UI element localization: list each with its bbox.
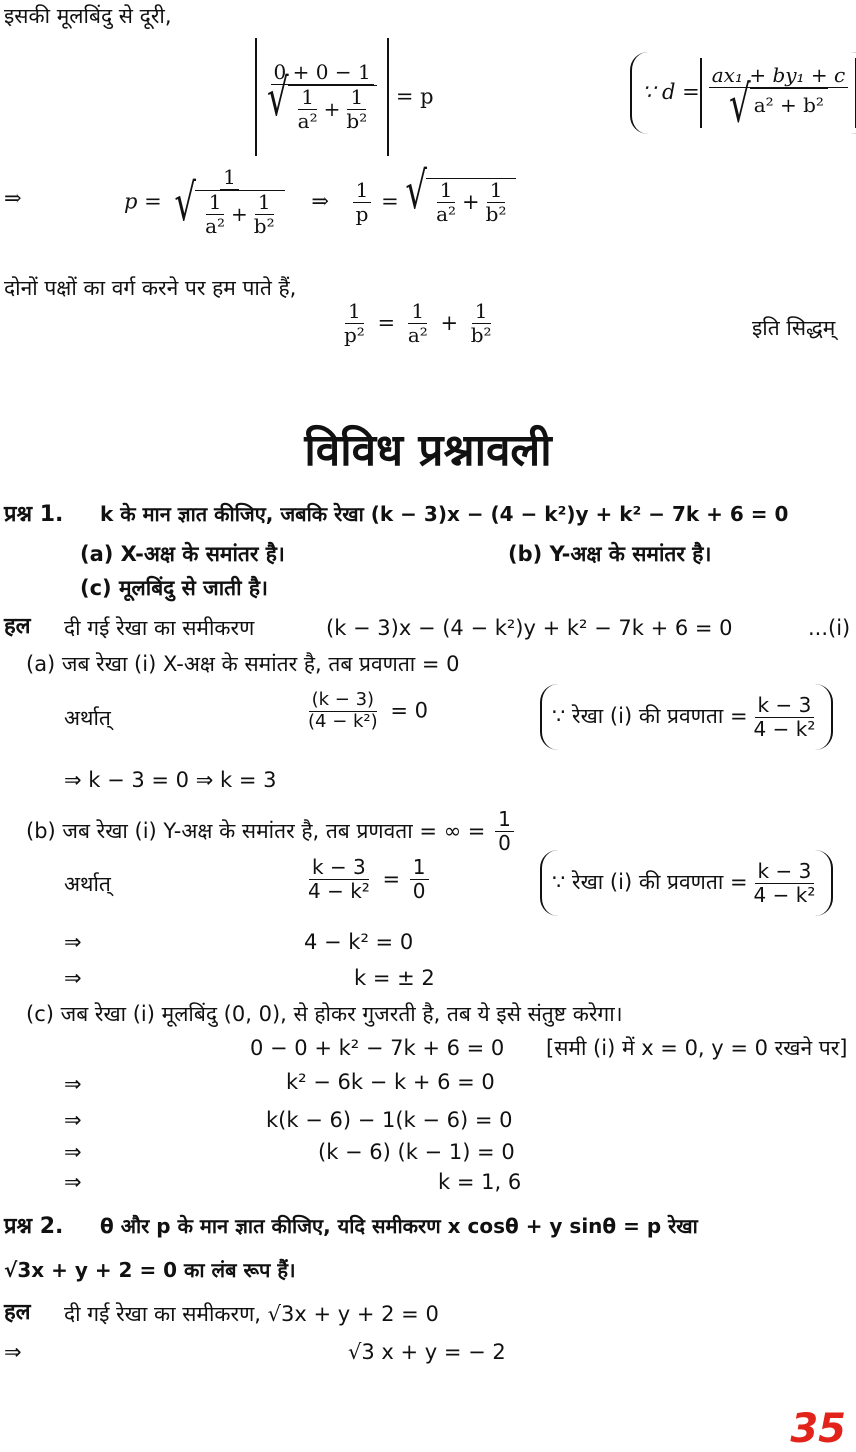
sol1-c-arrow1: ⇒ [64,1072,82,1096]
q1-option-a: (a) X-अक्ष के समांतर है। [80,542,285,566]
sol1-equation: (k − 3)x − (4 − k²)y + k² − 7k + 6 = 0 [326,616,733,640]
intro-text: इसकी मूलबिंदु से दूरी, [4,4,172,28]
q1-label: प्रश्न 1. [4,502,64,527]
eq2-arrow: ⇒ [4,186,22,210]
p-equation: p = 1 √ $\frac{1}{\text{a²}}$ + $\frac{1}{\text{b²}}$ ⇒ $\frac{1}{p}$ = √ $\frac{1}{\text{a²}}$ + $\frac{1}{\text{b²}}$ [124,166,516,238]
sol1-c-line: (c) जब रेखा (i) मूलबिंदु (0, 0), से होकर गुजरती है, तब ये इसे संतुष्ट करेगा। [26,1002,623,1026]
sol1-a-result: ⇒ k − 3 = 0 ⇒ k = 3 [64,768,277,792]
sol1-c-eq2: k² − 6k − k + 6 = 0 [286,1070,495,1094]
q2-text-line2: √3x + y + 2 = 0 का लंब रूप हैं। [4,1258,296,1282]
arthat-a: अर्थात् [64,706,111,730]
arthat-b: अर्थात् [64,872,111,896]
sol2-arrow: ⇒ [4,1340,22,1364]
sol2-given: दी गई रेखा का समीकरण, √3x + y + 2 = 0 [64,1302,439,1326]
iti-siddham: इति सिद्धम् [752,316,836,340]
sol1-c-arrow2: ⇒ [64,1108,82,1132]
sol1-a-slope: $\frac{(k - 3)}{\text{(4 − k²)}}$ = 0 [308,689,428,732]
sol1-b-arrow2: ⇒ [64,966,82,990]
q2-label: प्रश्न 2. [4,1214,64,1239]
result-equation: $\frac{1}{\text{p²}}$ = $\frac{1}{\text{a²}}$ + $\frac{1}{\text{b²}}$ [344,299,492,347]
sol1-tag: ...(i) [808,616,851,640]
sol1-c-eq1-note: [समी (i) में x = 0, y = 0 रखने पर] [546,1036,848,1060]
sol1-c-arrow3: ⇒ [64,1140,82,1164]
sol1-c-eq3: k(k − 6) − 1(k − 6) = 0 [266,1108,513,1132]
page-number: 35 [790,1406,846,1452]
sol1-b-arrow1: ⇒ [64,930,82,954]
section-title: विविध प्रश्नावली [304,425,552,476]
slope-note-b: ∵ रेखा (i) की प्रवणता = $\frac{k - 3}{\text{4 − k²}}$ [540,850,833,916]
sol1-c-arrow4: ⇒ [64,1170,82,1194]
sol1-b-result2: k = ± 2 [354,966,435,990]
q2-text-line1: θ और p के मान ज्ञात कीजिए, यदि समीकरण x cosθ + y sinθ = p रेखा [100,1214,698,1238]
sol1-c-eq5: k = 1, 6 [438,1170,522,1194]
sol2-label: हल [4,1300,31,1325]
sol1-c-eq1: 0 − 0 + k² − 7k + 6 = 0 [250,1036,505,1060]
distance-equation: 0 + 0 − 1 √ $\frac{1}{\text{a²}}$ + $\frac{1}{\text{b²}}$ = p [255,38,434,156]
sol1-b-result1: 4 − k² = 0 [304,930,414,954]
sol1-given: दी गई रेखा का समीकरण [64,616,255,640]
sol2-equation: √3 x + y = − 2 [348,1340,506,1364]
slope-note-a: ∵ रेखा (i) की प्रवणता = $\frac{k - 3}{\text{4 − k²}}$ [540,684,833,750]
distance-formula-note: ∵ d = ax₁ + by₁ + c √ a² + b² [630,52,856,134]
q1-option-c: (c) मूलबिंदु से जाती है। [80,576,269,600]
sol1-c-eq4: (k − 6) (k − 1) = 0 [318,1140,515,1164]
sol1-a-line: (a) जब रेखा (i) X-अक्ष के समांतर है, तब प्रवणता = 0 [26,652,460,676]
q1-text: k के मान ज्ञात कीजिए, जबकि रेखा (k − 3)x − (4 − k²)y + k² − 7k + 6 = 0 [100,502,789,526]
sol1-b-slope: $\frac{k - 3}{\text{4 − k²}}$ = $\frac{1}{0}$ [302,856,432,903]
sol1-label: हल [4,614,31,639]
square-both-sides-text: दोनों पक्षों का वर्ग करने पर हम पाते हैं, [4,276,297,300]
sol1-b-line: (b) जब रेखा (i) Y-अक्ष के समांतर है, तब प्रणवता = ∞ = $\frac{1}{0}$ [26,808,517,855]
q1-option-b: (b) Y-अक्ष के समांतर है। [508,542,712,566]
